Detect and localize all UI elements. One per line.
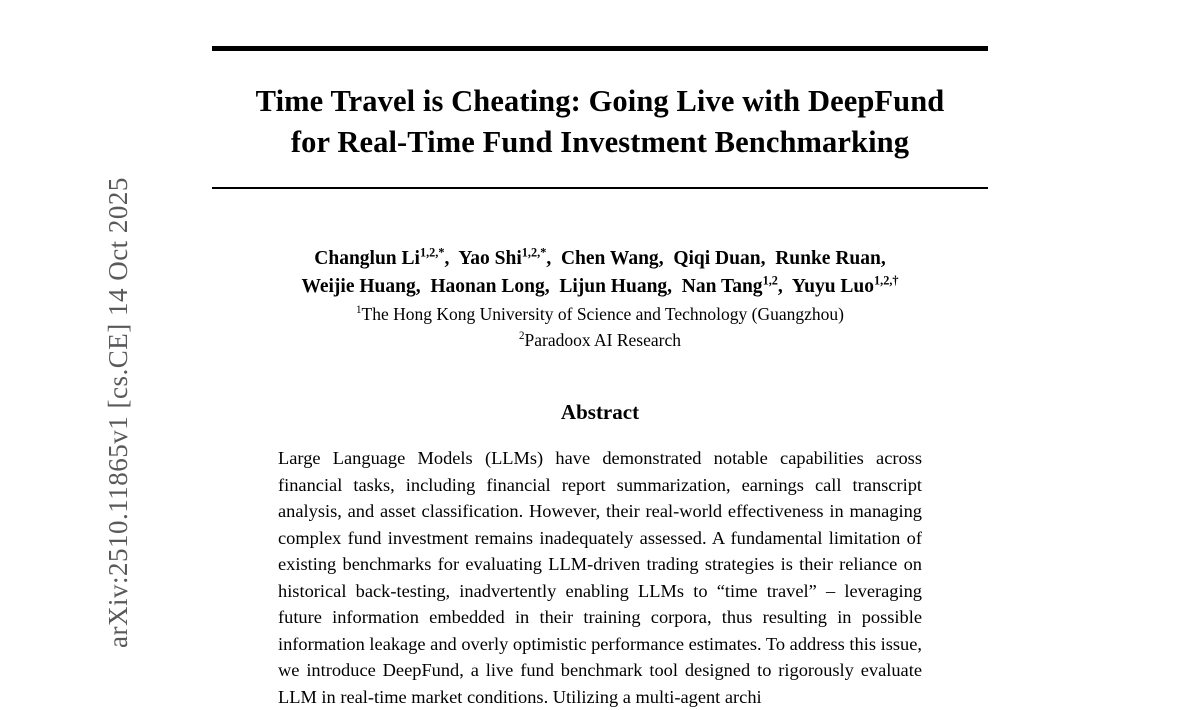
author-entry <box>430 276 544 297</box>
author-separator: , <box>880 247 886 269</box>
affiliation-1 <box>212 302 988 327</box>
author-name: Chen Wang <box>560 247 659 269</box>
author-separator: , <box>444 247 459 269</box>
affiliation-text: Paradoox AI Research <box>524 329 681 350</box>
author-name: Yuyu Luo <box>791 275 875 297</box>
title-line-1: Time Travel is Cheating: Going Live with DeepFund <box>255 84 945 118</box>
abstract-body <box>278 445 922 710</box>
author-separator: , <box>546 247 561 269</box>
author-entry <box>561 248 659 269</box>
author-entry <box>559 276 667 297</box>
author-entry <box>301 276 415 297</box>
author-separator: , <box>415 275 431 297</box>
author-separator: , <box>658 247 674 269</box>
author-entry <box>681 273 778 297</box>
author-entry <box>673 248 760 269</box>
author-entry <box>775 248 881 269</box>
author-name: Qiqi Duan <box>673 247 761 269</box>
abstract-paragraph: Large Language Models (LLMs) have demonstrated notable capabilities across financial tasks, including financial report summarization, earnings call transcript analysis, and asset classification. However, their real-world effectiveness in managing complex fund investment remains inadequately assessed. A fundamental limitation of existing benchmarks for evaluating LLM-driven trading strategies is their reliance on historical back-testing, inadvertently enabling LLMs to “time travel” – leveraging future information embedded in their training corpora, thus resulting in possible information leakage and overly optimistic performance estimates. To address this issue, we introduce DeepFund, a live fund benchmark tool designed to rigorously evaluate LLM in real-time market conditions. Utilizing a multi-agent archi <box>278 448 922 707</box>
author-affil-marker: 1,2,* <box>419 245 445 260</box>
author-list <box>212 245 988 300</box>
title-bottom-rule <box>212 187 988 189</box>
author-name: Weijie Huang <box>301 275 416 297</box>
author-line-1 <box>212 245 988 273</box>
author-separator: , <box>777 275 792 297</box>
author-entry <box>314 245 445 269</box>
author-name: Yao Shi <box>458 247 522 269</box>
abstract-heading: Abstract <box>560 400 640 425</box>
author-name: Runke Ruan <box>775 247 881 269</box>
author-affil-marker: 1,2 <box>762 273 778 288</box>
author-line-2 <box>212 273 988 301</box>
author-name: Nan Tang <box>681 275 763 297</box>
author-affil-marker: 1,2,* <box>521 245 547 260</box>
affiliation-marker: 2 <box>519 329 525 342</box>
arxiv-stamp: arXiv:2510.11865v1 [cs.CE] 14 Oct 2025 <box>102 177 133 648</box>
title-top-rule <box>212 46 988 51</box>
author-separator: , <box>760 247 776 269</box>
page-title <box>212 81 988 164</box>
author-separator: , <box>544 275 560 297</box>
title-line-2: for Real-Time Fund Investment Benchmarking <box>290 125 910 160</box>
paper-column <box>212 0 988 710</box>
affiliation-text: The Hong Kong University of Science and Technology (Guangzhou) <box>361 304 844 325</box>
affiliation-2 <box>212 328 988 353</box>
author-entry <box>458 245 547 269</box>
author-separator: , <box>667 275 682 297</box>
affiliation-marker: 1 <box>355 304 362 317</box>
author-name: Haonan Long <box>430 275 545 297</box>
author-entry <box>791 273 899 297</box>
affiliations <box>212 302 988 352</box>
author-name: Changlun Li <box>314 247 420 269</box>
author-name: Lijun Huang <box>559 275 668 297</box>
author-affil-marker: 1,2,† <box>874 273 899 288</box>
